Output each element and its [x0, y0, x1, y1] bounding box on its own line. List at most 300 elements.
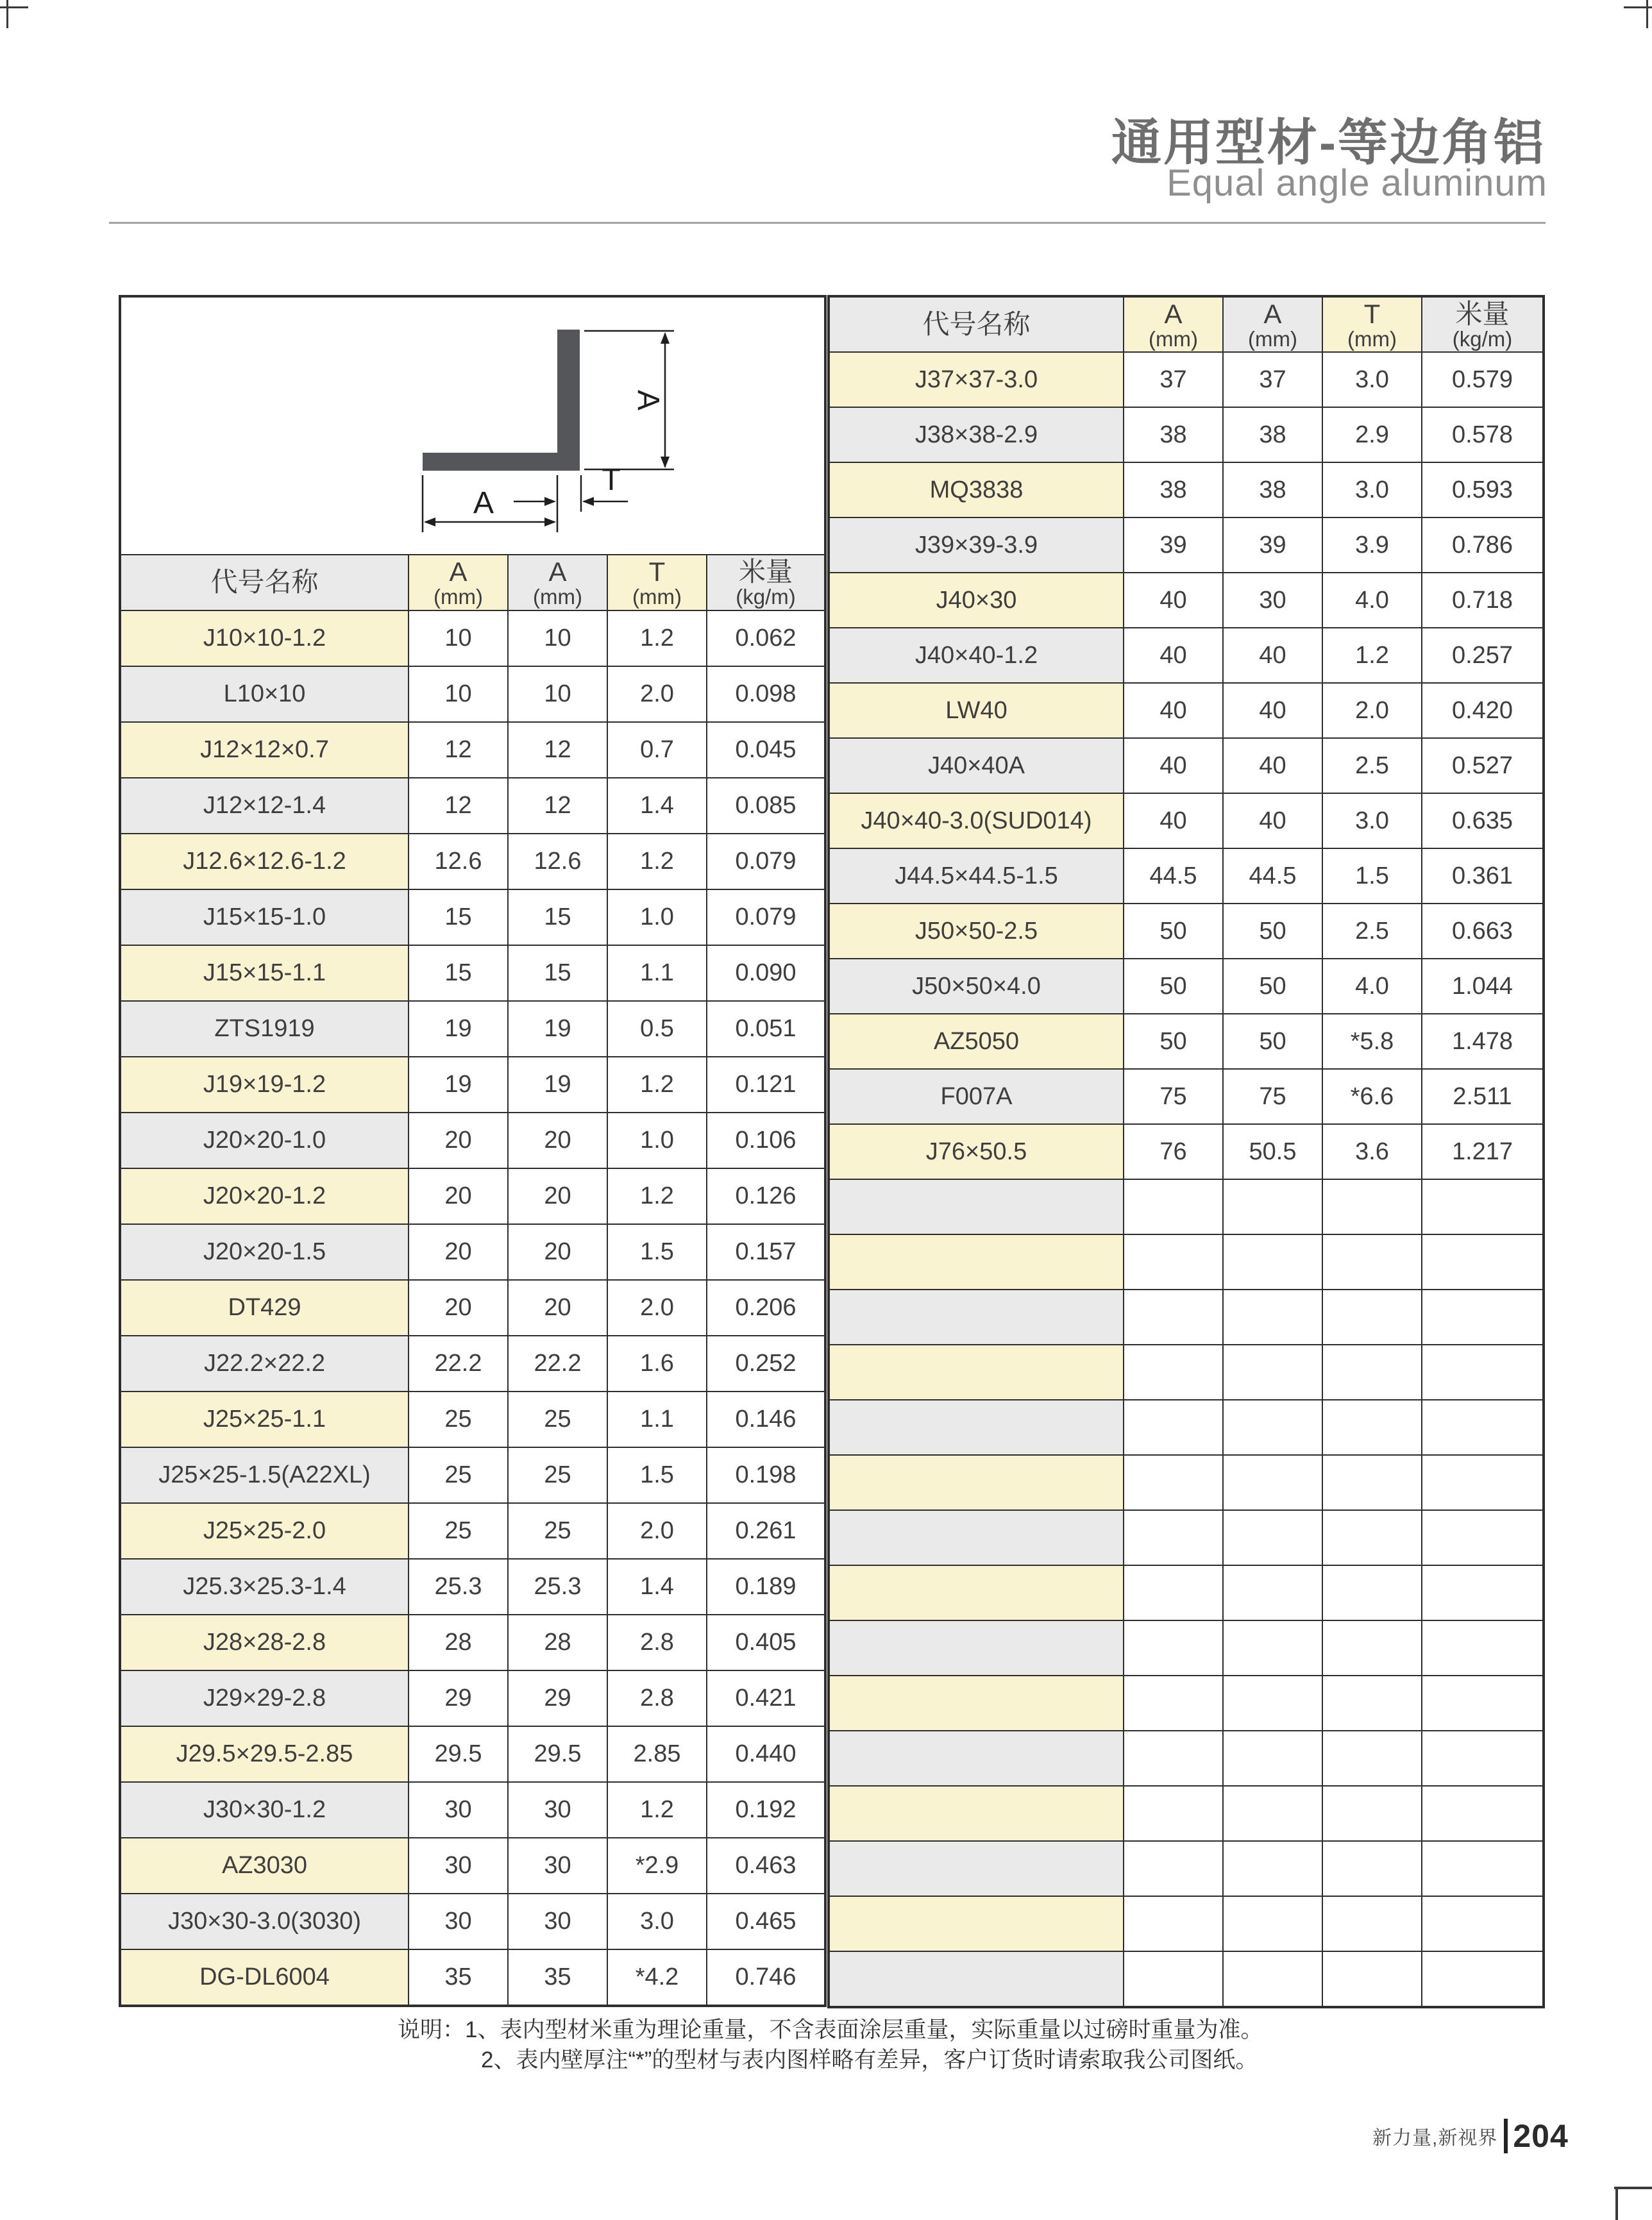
column-header-t: T (mm): [607, 555, 707, 610]
crop-mark-top-left-v: [6, 0, 8, 28]
value-cell: 0.157: [707, 1224, 825, 1280]
value-cell: 19: [409, 1057, 508, 1113]
value-cell: [1322, 1951, 1422, 2007]
code-name-cell: [829, 1455, 1124, 1510]
table-row: [120, 666, 825, 722]
value-cell: 25.3: [409, 1559, 508, 1615]
table-row: [829, 1620, 1544, 1676]
value-cell: [1422, 1841, 1544, 1896]
value-cell: [1322, 1345, 1422, 1400]
value-cell: 0.079: [707, 889, 825, 945]
value-cell: 25: [409, 1392, 508, 1447]
value-cell: 0.746: [707, 1949, 825, 2006]
column-header-name: 代号名称: [829, 296, 1124, 352]
value-cell: *2.9: [607, 1838, 707, 1894]
column-header-a2: A (mm): [1223, 296, 1322, 352]
value-cell: [1422, 1510, 1544, 1565]
value-cell: 40: [1124, 793, 1223, 848]
table-row: [829, 848, 1544, 904]
value-cell: 0.786: [1422, 517, 1544, 573]
column-header-weight: 米量 (kg/m): [707, 555, 825, 610]
value-cell: 38: [1124, 407, 1223, 462]
table-row: [120, 1336, 825, 1392]
value-cell: 3.0: [607, 1894, 707, 1949]
value-cell: [1124, 1179, 1223, 1234]
value-cell: 30: [508, 1782, 607, 1838]
value-cell: *6.6: [1322, 1069, 1422, 1124]
value-cell: 25: [508, 1503, 607, 1559]
value-cell: 38: [1124, 462, 1223, 517]
value-cell: 20: [409, 1168, 508, 1224]
table-row: [120, 1726, 825, 1782]
value-cell: 0.098: [707, 666, 825, 722]
column-header-t: T (mm): [1322, 296, 1422, 352]
code-name-cell: J25×25-1.5(A22XL): [120, 1447, 409, 1503]
code-name-cell: J20×20-1.5: [120, 1224, 409, 1280]
value-cell: 0.062: [707, 610, 825, 666]
note-line-1: 说明：1、表内型材米重为理论重量，不含表面涂层重量，实际重量以过磅时重量为准。: [398, 2017, 1263, 2042]
value-cell: 20: [508, 1280, 607, 1336]
value-cell: [1422, 1676, 1544, 1731]
value-cell: [1124, 1731, 1223, 1786]
value-cell: 40: [1124, 628, 1223, 683]
value-cell: 50: [1124, 904, 1223, 959]
header-row: [120, 555, 825, 610]
table-row: [829, 1124, 1544, 1179]
value-cell: *5.8: [1322, 1014, 1422, 1069]
value-cell: 0.051: [707, 1001, 825, 1057]
value-cell: 30: [409, 1838, 508, 1894]
code-name-cell: AZ5050: [829, 1014, 1124, 1069]
value-cell: [1223, 1345, 1322, 1400]
value-cell: 0.579: [1422, 352, 1544, 407]
value-cell: 19: [508, 1001, 607, 1057]
code-name-cell: J40×40A: [829, 738, 1124, 793]
value-cell: 20: [508, 1113, 607, 1168]
value-cell: [1422, 1234, 1544, 1290]
right-table-container: [827, 295, 1545, 2008]
value-cell: 0.121: [707, 1057, 825, 1113]
value-cell: [1124, 1896, 1223, 1951]
value-cell: 1.2: [607, 834, 707, 889]
value-cell: 40: [1223, 628, 1322, 683]
table-row: [829, 628, 1544, 683]
code-name-cell: [829, 1951, 1124, 2007]
dim-label-a-horizontal: A: [473, 486, 494, 520]
value-cell: 35: [508, 1949, 607, 2006]
value-cell: 35: [409, 1949, 508, 2006]
code-name-cell: [829, 1896, 1124, 1951]
value-cell: *4.2: [607, 1949, 707, 2006]
value-cell: 12.6: [409, 834, 508, 889]
table-row: [829, 517, 1544, 573]
table-row: [829, 1014, 1544, 1069]
table-row: [120, 1615, 825, 1670]
code-name-cell: [829, 1841, 1124, 1896]
value-cell: 29: [508, 1670, 607, 1726]
value-cell: [1124, 1841, 1223, 1896]
value-cell: 15: [409, 945, 508, 1001]
value-cell: 1.2: [607, 610, 707, 666]
value-cell: 15: [409, 889, 508, 945]
value-cell: 0.126: [707, 1168, 825, 1224]
value-cell: 0.420: [1422, 683, 1544, 738]
table-row: [120, 1224, 825, 1280]
value-cell: 15: [508, 945, 607, 1001]
code-name-cell: J40×40-1.2: [829, 628, 1124, 683]
value-cell: 38: [1223, 462, 1322, 517]
value-cell: 1.2: [607, 1168, 707, 1224]
code-name-cell: J22.2×22.2: [120, 1336, 409, 1392]
value-cell: 1.6: [607, 1336, 707, 1392]
table-row: [120, 1392, 825, 1447]
table-row: [829, 959, 1544, 1014]
note-line-2: 2、表内壁厚注“*”的型材与表内图样略有差异，客户订货时请索取我公司图纸。: [481, 2048, 1258, 2073]
value-cell: 30: [508, 1894, 607, 1949]
value-cell: 0.045: [707, 722, 825, 778]
value-cell: 1.5: [607, 1224, 707, 1280]
dim-label-thickness: T: [602, 463, 621, 497]
crop-mark-bottom-right-h: [1614, 2187, 1652, 2189]
value-cell: 44.5: [1223, 848, 1322, 904]
value-cell: [1223, 1400, 1322, 1455]
value-cell: 15: [508, 889, 607, 945]
value-cell: [1322, 1510, 1422, 1565]
value-cell: 75: [1124, 1069, 1223, 1124]
value-cell: [1422, 1620, 1544, 1676]
value-cell: 0.079: [707, 834, 825, 889]
value-cell: 29.5: [409, 1726, 508, 1782]
table-row: [829, 1731, 1544, 1786]
value-cell: 40: [1124, 683, 1223, 738]
code-name-cell: L10×10: [120, 666, 409, 722]
table-row: [829, 573, 1544, 628]
value-cell: 1.0: [607, 1113, 707, 1168]
value-cell: 2.8: [607, 1670, 707, 1726]
title-rule: [109, 222, 1546, 224]
crop-mark-top-left-h: [0, 6, 28, 8]
value-cell: 0.261: [707, 1503, 825, 1559]
value-cell: 12.6: [508, 834, 607, 889]
value-cell: [1223, 1565, 1322, 1620]
value-cell: 40: [1124, 738, 1223, 793]
table-row: [829, 738, 1544, 793]
table-row: [120, 1057, 825, 1113]
value-cell: 1.478: [1422, 1014, 1544, 1069]
value-cell: 0.465: [707, 1894, 825, 1949]
value-cell: 20: [409, 1113, 508, 1168]
value-cell: 76: [1124, 1124, 1223, 1179]
page-title: 通用型材-等边角铝: [1111, 114, 1546, 171]
value-cell: [1124, 1951, 1223, 2007]
page-footer: [1372, 2117, 1569, 2155]
value-cell: 30: [508, 1838, 607, 1894]
profile-diagram-cell: [120, 296, 825, 555]
value-cell: 28: [409, 1615, 508, 1670]
value-cell: [1322, 1620, 1422, 1676]
code-name-cell: J12×12-1.4: [120, 778, 409, 834]
value-cell: 2.9: [1322, 407, 1422, 462]
value-cell: [1322, 1676, 1422, 1731]
value-cell: 20: [409, 1224, 508, 1280]
crop-mark-top-right-v: [1646, 0, 1648, 28]
value-cell: 0.192: [707, 1782, 825, 1838]
value-cell: 25.3: [508, 1559, 607, 1615]
diagram-row: [120, 296, 825, 555]
value-cell: [1322, 1400, 1422, 1455]
header-row: [829, 296, 1544, 352]
value-cell: [1124, 1400, 1223, 1455]
value-cell: [1422, 1731, 1544, 1786]
code-name-cell: J25×25-2.0: [120, 1503, 409, 1559]
value-cell: 3.0: [1322, 793, 1422, 848]
value-cell: [1422, 1951, 1544, 2007]
value-cell: 40: [1223, 793, 1322, 848]
value-cell: 1.0: [607, 889, 707, 945]
table-row: [829, 1786, 1544, 1841]
value-cell: 30: [409, 1782, 508, 1838]
value-cell: 2.0: [607, 1280, 707, 1336]
l-profile-shape: [423, 330, 580, 471]
code-name-cell: J12×12×0.7: [120, 722, 409, 778]
value-cell: 0.405: [707, 1615, 825, 1670]
code-name-cell: J30×30-3.0(3030): [120, 1894, 409, 1949]
table-row: [120, 1949, 825, 2006]
code-name-cell: J29.5×29.5-2.85: [120, 1726, 409, 1782]
value-cell: [1422, 1896, 1544, 1951]
code-name-cell: J15×15-1.1: [120, 945, 409, 1001]
code-name-cell: [829, 1731, 1124, 1786]
code-name-cell: J37×37-3.0: [829, 352, 1124, 407]
value-cell: [1124, 1510, 1223, 1565]
value-cell: 3.0: [1322, 352, 1422, 407]
table-row: [829, 1400, 1544, 1455]
value-cell: 0.257: [1422, 628, 1544, 683]
value-cell: 0.252: [707, 1336, 825, 1392]
value-cell: 10: [409, 666, 508, 722]
value-cell: [1322, 1565, 1422, 1620]
value-cell: 12: [508, 722, 607, 778]
crop-mark-bottom-right-v: [1615, 2187, 1618, 2220]
code-name-cell: [829, 1510, 1124, 1565]
table-row: [120, 1168, 825, 1224]
value-cell: [1422, 1565, 1544, 1620]
value-cell: [1322, 1455, 1422, 1510]
value-cell: [1223, 1896, 1322, 1951]
value-cell: 37: [1223, 352, 1322, 407]
value-cell: 0.527: [1422, 738, 1544, 793]
value-cell: 2.0: [1322, 683, 1422, 738]
value-cell: 50: [1124, 959, 1223, 1014]
value-cell: 0.578: [1422, 407, 1544, 462]
code-name-cell: ZTS1919: [120, 1001, 409, 1057]
footer-divider: [1504, 2119, 1508, 2153]
value-cell: 4.0: [1322, 959, 1422, 1014]
dim-label-a-vertical: A: [631, 389, 665, 411]
left-table-container: [119, 295, 827, 2007]
table-row: [829, 793, 1544, 848]
code-name-cell: [829, 1400, 1124, 1455]
table-row: [829, 352, 1544, 407]
value-cell: 40: [1223, 738, 1322, 793]
value-cell: 0.090: [707, 945, 825, 1001]
code-name-cell: J10×10-1.2: [120, 610, 409, 666]
value-cell: 44.5: [1124, 848, 1223, 904]
value-cell: 3.0: [1322, 462, 1422, 517]
value-cell: [1223, 1620, 1322, 1676]
spec-table-right: [827, 295, 1545, 2008]
code-name-cell: [829, 1345, 1124, 1400]
notes-block: [398, 2015, 1263, 2075]
value-cell: 25: [409, 1503, 508, 1559]
value-cell: 0.440: [707, 1726, 825, 1782]
table-row: [120, 1670, 825, 1726]
value-cell: 39: [1124, 517, 1223, 573]
value-cell: 2.5: [1322, 904, 1422, 959]
value-cell: 19: [508, 1057, 607, 1113]
code-name-cell: J39×39-3.9: [829, 517, 1124, 573]
code-name-cell: [829, 1565, 1124, 1620]
table-row: [120, 722, 825, 778]
code-name-cell: J12.6×12.6-1.2: [120, 834, 409, 889]
value-cell: 50: [1223, 1014, 1322, 1069]
value-cell: [1124, 1565, 1223, 1620]
value-cell: 19: [409, 1001, 508, 1057]
value-cell: 2.0: [607, 666, 707, 722]
value-cell: [1223, 1676, 1322, 1731]
value-cell: 20: [409, 1280, 508, 1336]
code-name-cell: J15×15-1.0: [120, 889, 409, 945]
value-cell: 2.511: [1422, 1069, 1544, 1124]
table-row: [120, 1447, 825, 1503]
code-name-cell: J38×38-2.9: [829, 407, 1124, 462]
code-name-cell: J20×20-1.2: [120, 1168, 409, 1224]
value-cell: 28: [508, 1615, 607, 1670]
code-name-cell: J20×20-1.0: [120, 1113, 409, 1168]
value-cell: [1124, 1345, 1223, 1400]
code-name-cell: [829, 1234, 1124, 1290]
value-cell: 20: [508, 1168, 607, 1224]
value-cell: 40: [1124, 573, 1223, 628]
value-cell: 29.5: [508, 1726, 607, 1782]
code-name-cell: MQ3838: [829, 462, 1124, 517]
value-cell: 37: [1124, 352, 1223, 407]
table-row: [120, 1503, 825, 1559]
value-cell: [1223, 1234, 1322, 1290]
value-cell: 10: [409, 610, 508, 666]
table-row: [120, 778, 825, 834]
table-row: [120, 610, 825, 666]
value-cell: [1223, 1179, 1322, 1234]
value-cell: 0.106: [707, 1113, 825, 1168]
value-cell: [1223, 1731, 1322, 1786]
value-cell: 4.0: [1322, 573, 1422, 628]
table-row: [120, 889, 825, 945]
value-cell: [1223, 1841, 1322, 1896]
spec-table-left: [119, 295, 827, 2007]
value-cell: 1.2: [1322, 628, 1422, 683]
table-row: [829, 683, 1544, 738]
table-row: [829, 1896, 1544, 1951]
table-row: [829, 407, 1544, 462]
value-cell: 2.8: [607, 1615, 707, 1670]
code-name-cell: J25.3×25.3-1.4: [120, 1559, 409, 1615]
column-header-a2: A (mm): [508, 555, 607, 610]
table-row: [829, 904, 1544, 959]
code-name-cell: J44.5×44.5-1.5: [829, 848, 1124, 904]
value-cell: [1322, 1731, 1422, 1786]
table-row: [829, 1069, 1544, 1124]
value-cell: [1422, 1290, 1544, 1345]
value-cell: 0.463: [707, 1838, 825, 1894]
value-cell: 50: [1223, 904, 1322, 959]
value-cell: 1.217: [1422, 1124, 1544, 1179]
value-cell: [1422, 1455, 1544, 1510]
code-name-cell: J40×30: [829, 573, 1124, 628]
column-header-name: 代号名称: [120, 555, 409, 610]
value-cell: 12: [409, 778, 508, 834]
value-cell: [1322, 1179, 1422, 1234]
table-row: [829, 462, 1544, 517]
value-cell: [1322, 1896, 1422, 1951]
value-cell: [1223, 1951, 1322, 2007]
table-row: [829, 1841, 1544, 1896]
code-name-cell: LW40: [829, 683, 1124, 738]
table-row: [829, 1234, 1544, 1290]
value-cell: [1223, 1455, 1322, 1510]
value-cell: 0.421: [707, 1670, 825, 1726]
code-name-cell: J19×19-1.2: [120, 1057, 409, 1113]
angle-profile-diagram: [121, 298, 825, 554]
code-name-cell: F007A: [829, 1069, 1124, 1124]
table-row: [829, 1455, 1544, 1510]
code-name-cell: [829, 1786, 1124, 1841]
value-cell: 10: [508, 666, 607, 722]
value-cell: 0.7: [607, 722, 707, 778]
table-row: [829, 1565, 1544, 1620]
table-row: [120, 1001, 825, 1057]
code-name-cell: J29×29-2.8: [120, 1670, 409, 1726]
column-header-a1: A (mm): [409, 555, 508, 610]
value-cell: 30: [409, 1894, 508, 1949]
code-name-cell: J50×50-2.5: [829, 904, 1124, 959]
value-cell: [1322, 1234, 1422, 1290]
code-name-cell: J76×50.5: [829, 1124, 1124, 1179]
table-row: [120, 1559, 825, 1615]
value-cell: [1124, 1786, 1223, 1841]
value-cell: [1124, 1676, 1223, 1731]
value-cell: 1.5: [1322, 848, 1422, 904]
code-name-cell: J30×30-1.2: [120, 1782, 409, 1838]
value-cell: 2.5: [1322, 738, 1422, 793]
value-cell: 1.1: [607, 945, 707, 1001]
value-cell: [1223, 1786, 1322, 1841]
value-cell: 1.2: [607, 1057, 707, 1113]
table-row: [120, 1782, 825, 1838]
value-cell: [1322, 1290, 1422, 1345]
value-cell: 30: [1223, 573, 1322, 628]
table-row: [829, 1510, 1544, 1565]
table-row: [829, 1676, 1544, 1731]
value-cell: 25: [508, 1392, 607, 1447]
value-cell: 50: [1223, 959, 1322, 1014]
value-cell: 0.5: [607, 1001, 707, 1057]
value-cell: 50: [1124, 1014, 1223, 1069]
value-cell: [1422, 1345, 1544, 1400]
value-cell: 39: [1223, 517, 1322, 573]
code-name-cell: [829, 1676, 1124, 1731]
footer-brand: 新力量,新视界: [1372, 2128, 1498, 2149]
